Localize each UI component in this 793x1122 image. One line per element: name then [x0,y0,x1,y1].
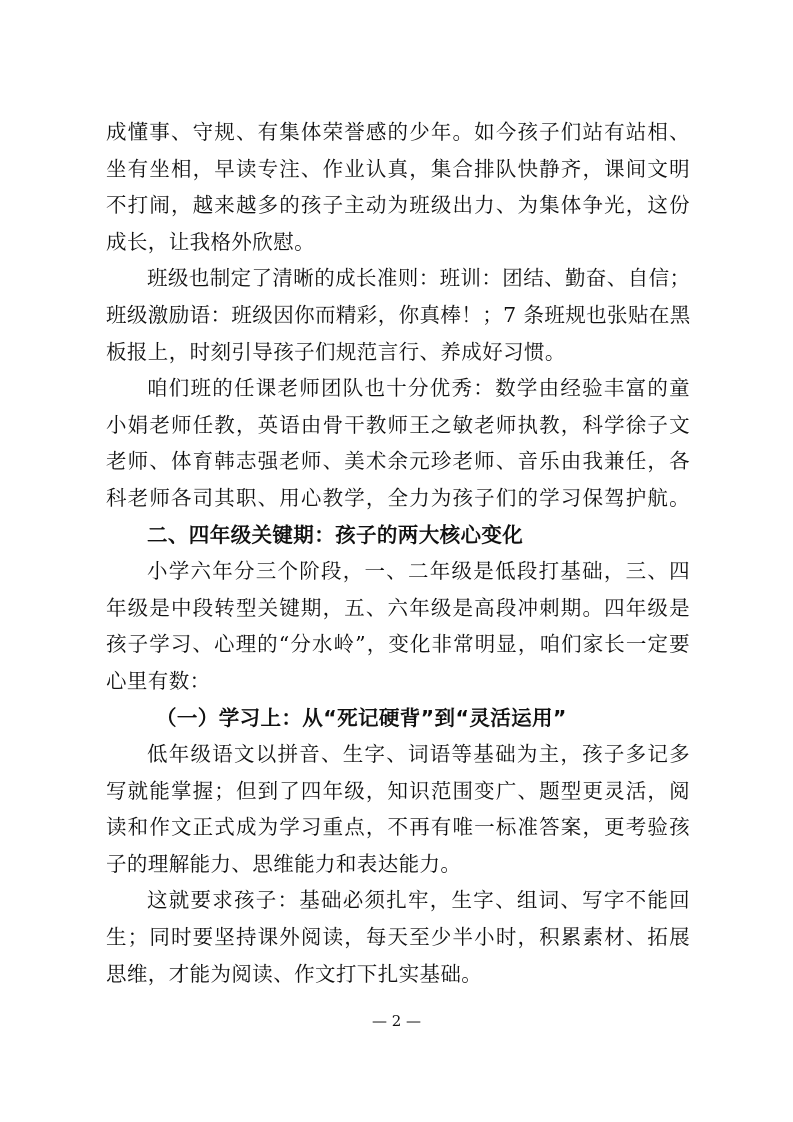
text-line: 思维，才能为阅读、作文打下扎实基础。 [106,961,483,986]
paragraph-chinese-learning [106,736,690,882]
text-line: 读和作文正式成为学习重点，不再有唯一标准答案，更考验孩 [106,815,690,840]
document-body [106,114,690,992]
text-line: 坐有坐相，早读专注、作业认真，集合排队快静齐，课间文明 [106,156,690,181]
text-line: 子的理解能力、思维能力和表达能力。 [106,851,462,876]
paragraph-stages [106,553,690,699]
text-line: 班级也制定了清晰的成长准则：班训：团结、勤奋、自信； [147,266,691,291]
paragraph-requirements [106,882,690,992]
text-line: 低年级语文以拼音、生字、词语等基础为主，孩子多记多 [147,742,690,767]
text-line: 咱们班的任课老师团队也十分优秀：数学由经验丰富的童 [147,376,690,401]
text-line: 小学六年分三个阶段，一、二年级是低段打基础，三、四 [147,559,690,584]
text-line: 写就能掌握；但到了四年级，知识范围变广、题型更灵活，阅 [106,778,690,803]
text-line: 小娟老师任教，英语由骨干教师王之敏老师执教，科学徐子文 [106,412,690,437]
text-line: 这就要求孩子：基础必须扎牢，生字、组词、写字不能回 [147,888,690,913]
section-heading: 二、四年级关键期：孩子的两大核心变化 [147,522,524,547]
text-line: 成长，让我格外欣慰。 [106,229,315,254]
text-line: 成懂事、守规、有集体荣誉感的少年。如今孩子们站有站相、 [106,120,690,144]
text-line: 孩子学习、心理的“分水岭”，变化非常明显，咱们家长一定要 [106,632,690,657]
page-number: — 2 — [371,1012,422,1030]
text-line: 年级是中段转型关键期，五、六年级是高段冲刺期。四年级是 [106,595,690,620]
text-line: 心里有数： [106,668,211,693]
paragraph-continued [106,114,690,260]
text-line: 板报上，时刻引导孩子们规范言行、养成好习惯。 [106,339,566,364]
paragraph-class-rules [106,260,690,370]
text-line: 不打闹，越来越多的孩子主动为班级出力、为集体争光，这份 [106,193,690,218]
subsection-heading: （一）学习上：从“死记硬背”到“灵活运用” [156,705,567,730]
text-line: 生；同时要坚持课外阅读，每天至少半小时，积累素材、拓展 [106,925,690,950]
paragraph-teachers [106,370,690,516]
text-line: 班级激励语：班级因你而精彩，你真棒！；7 条班规也张贴在黑 [106,302,691,327]
text-line: 老师、体育韩志强老师、美术余元珍老师、音乐由我兼任，各 [106,449,690,474]
text-line: 科老师各司其职、用心教学，全力为孩子们的学习保驾护航。 [106,485,690,510]
